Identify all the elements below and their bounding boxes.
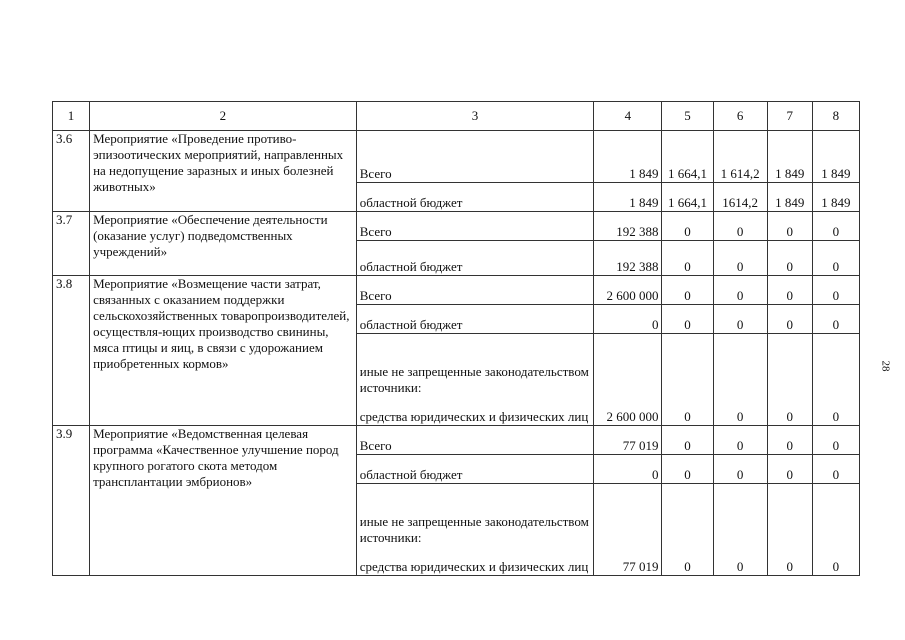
value-col5: 1 664,1 — [662, 131, 713, 183]
value-col8: 0 — [812, 305, 859, 334]
source-label: областной бюджет — [356, 183, 594, 212]
value-col6: 0 — [713, 426, 767, 455]
header-cell: 2 — [90, 102, 357, 131]
value-col8: 0 — [812, 455, 859, 484]
value-col8: 1 849 — [812, 131, 859, 183]
item-description: Мероприятие «Проведение противо-эпизоотических мероприятий, направленных на недопущение заразных и иных болезней животных» — [90, 131, 357, 212]
source-legal-entities-label: средства юридических и физических лиц — [359, 559, 589, 574]
page-number: 28 — [879, 360, 892, 372]
source-label: Всего — [356, 276, 594, 305]
value-col4: 1 849 — [594, 131, 662, 183]
source-label — [356, 484, 594, 576]
source-label: Всего — [356, 212, 594, 241]
value-col4: 1 849 — [594, 183, 662, 212]
source-label: областной бюджет — [356, 305, 594, 334]
value-col6: 1 614,2 — [713, 131, 767, 183]
value-col5: 1 664,1 — [662, 183, 713, 212]
source-label: Всего — [356, 426, 594, 455]
value-col8: 0 — [812, 212, 859, 241]
value-col4: 2 600 000 — [594, 276, 662, 305]
value-col4: 192 388 — [594, 241, 662, 276]
value-col5: 0 — [662, 241, 713, 276]
value-col7: 0 — [767, 426, 812, 455]
value-col7: 0 — [767, 305, 812, 334]
value-col8: 0 — [812, 426, 859, 455]
value-col7: 0 — [767, 455, 812, 484]
table-row — [53, 131, 860, 183]
value-col8: 0 — [812, 276, 859, 305]
source-label: Всего — [356, 131, 594, 183]
item-description: Мероприятие «Ведомственная целевая программа «Качественное улучшение пород крупного рогатого скота методом трансплантации эмбрионов» — [90, 426, 357, 576]
value-col6: 0 — [713, 212, 767, 241]
value-col6: 1614,2 — [713, 183, 767, 212]
value-col6: 0 — [713, 455, 767, 484]
value-col4: 2 600 000 — [594, 334, 662, 426]
value-col7: 1 849 — [767, 131, 812, 183]
header-cell: 5 — [662, 102, 713, 131]
value-col5: 0 — [662, 276, 713, 305]
value-col4: 0 — [594, 305, 662, 334]
value-col4: 77 019 — [594, 484, 662, 576]
value-col8: 0 — [812, 241, 859, 276]
header-row — [53, 102, 860, 131]
table-row — [53, 276, 860, 305]
value-col7: 0 — [767, 484, 812, 576]
header-cell: 4 — [594, 102, 662, 131]
item-description: Мероприятие «Обеспечение деятельности (оказание услуг) подведомственных учреждений» — [90, 212, 357, 276]
value-col7: 0 — [767, 276, 812, 305]
value-col6: 0 — [713, 241, 767, 276]
value-col5: 0 — [662, 484, 713, 576]
value-col5: 0 — [662, 212, 713, 241]
value-col7: 1 849 — [767, 183, 812, 212]
source-other-label: иные не запрещенные законодательством источники: — [359, 514, 589, 545]
value-col6: 0 — [713, 334, 767, 426]
value-col8: 1 849 — [812, 183, 859, 212]
value-col5: 0 — [662, 334, 713, 426]
item-number: 3.8 — [53, 276, 90, 426]
value-col6: 0 — [713, 484, 767, 576]
header-cell: 7 — [767, 102, 812, 131]
value-col6: 0 — [713, 276, 767, 305]
value-col5: 0 — [662, 426, 713, 455]
value-col4: 192 388 — [594, 212, 662, 241]
table-row — [53, 426, 860, 455]
item-number: 3.6 — [53, 131, 90, 212]
value-col7: 0 — [767, 241, 812, 276]
value-col5: 0 — [662, 305, 713, 334]
table-row — [53, 212, 860, 241]
value-col4: 77 019 — [594, 426, 662, 455]
value-col6: 0 — [713, 305, 767, 334]
value-col8: 0 — [812, 484, 859, 576]
item-description: Мероприятие «Возмещение части затрат, связанных с оказанием поддержки сельскохозяйственных товаропроизводителей, осуществля-ющих производство свинины, мяса птицы и яиц, в связи с удорожанием приобретенных кормов» — [90, 276, 357, 426]
source-label: областной бюджет — [356, 455, 594, 484]
budget-table — [52, 101, 860, 576]
value-col4: 0 — [594, 455, 662, 484]
value-col8: 0 — [812, 334, 859, 426]
header-cell: 3 — [356, 102, 594, 131]
source-legal-entities-label: средства юридических и физических лиц — [359, 409, 589, 424]
value-col7: 0 — [767, 334, 812, 426]
item-number: 3.9 — [53, 426, 90, 576]
source-other-label: иные не запрещенные законодательством источники: — [359, 364, 589, 395]
item-number: 3.7 — [53, 212, 90, 276]
header-cell: 8 — [812, 102, 859, 131]
value-col7: 0 — [767, 212, 812, 241]
header-cell: 6 — [713, 102, 767, 131]
source-label — [356, 334, 594, 426]
source-label: областной бюджет — [356, 241, 594, 276]
header-cell: 1 — [53, 102, 90, 131]
value-col5: 0 — [662, 455, 713, 484]
